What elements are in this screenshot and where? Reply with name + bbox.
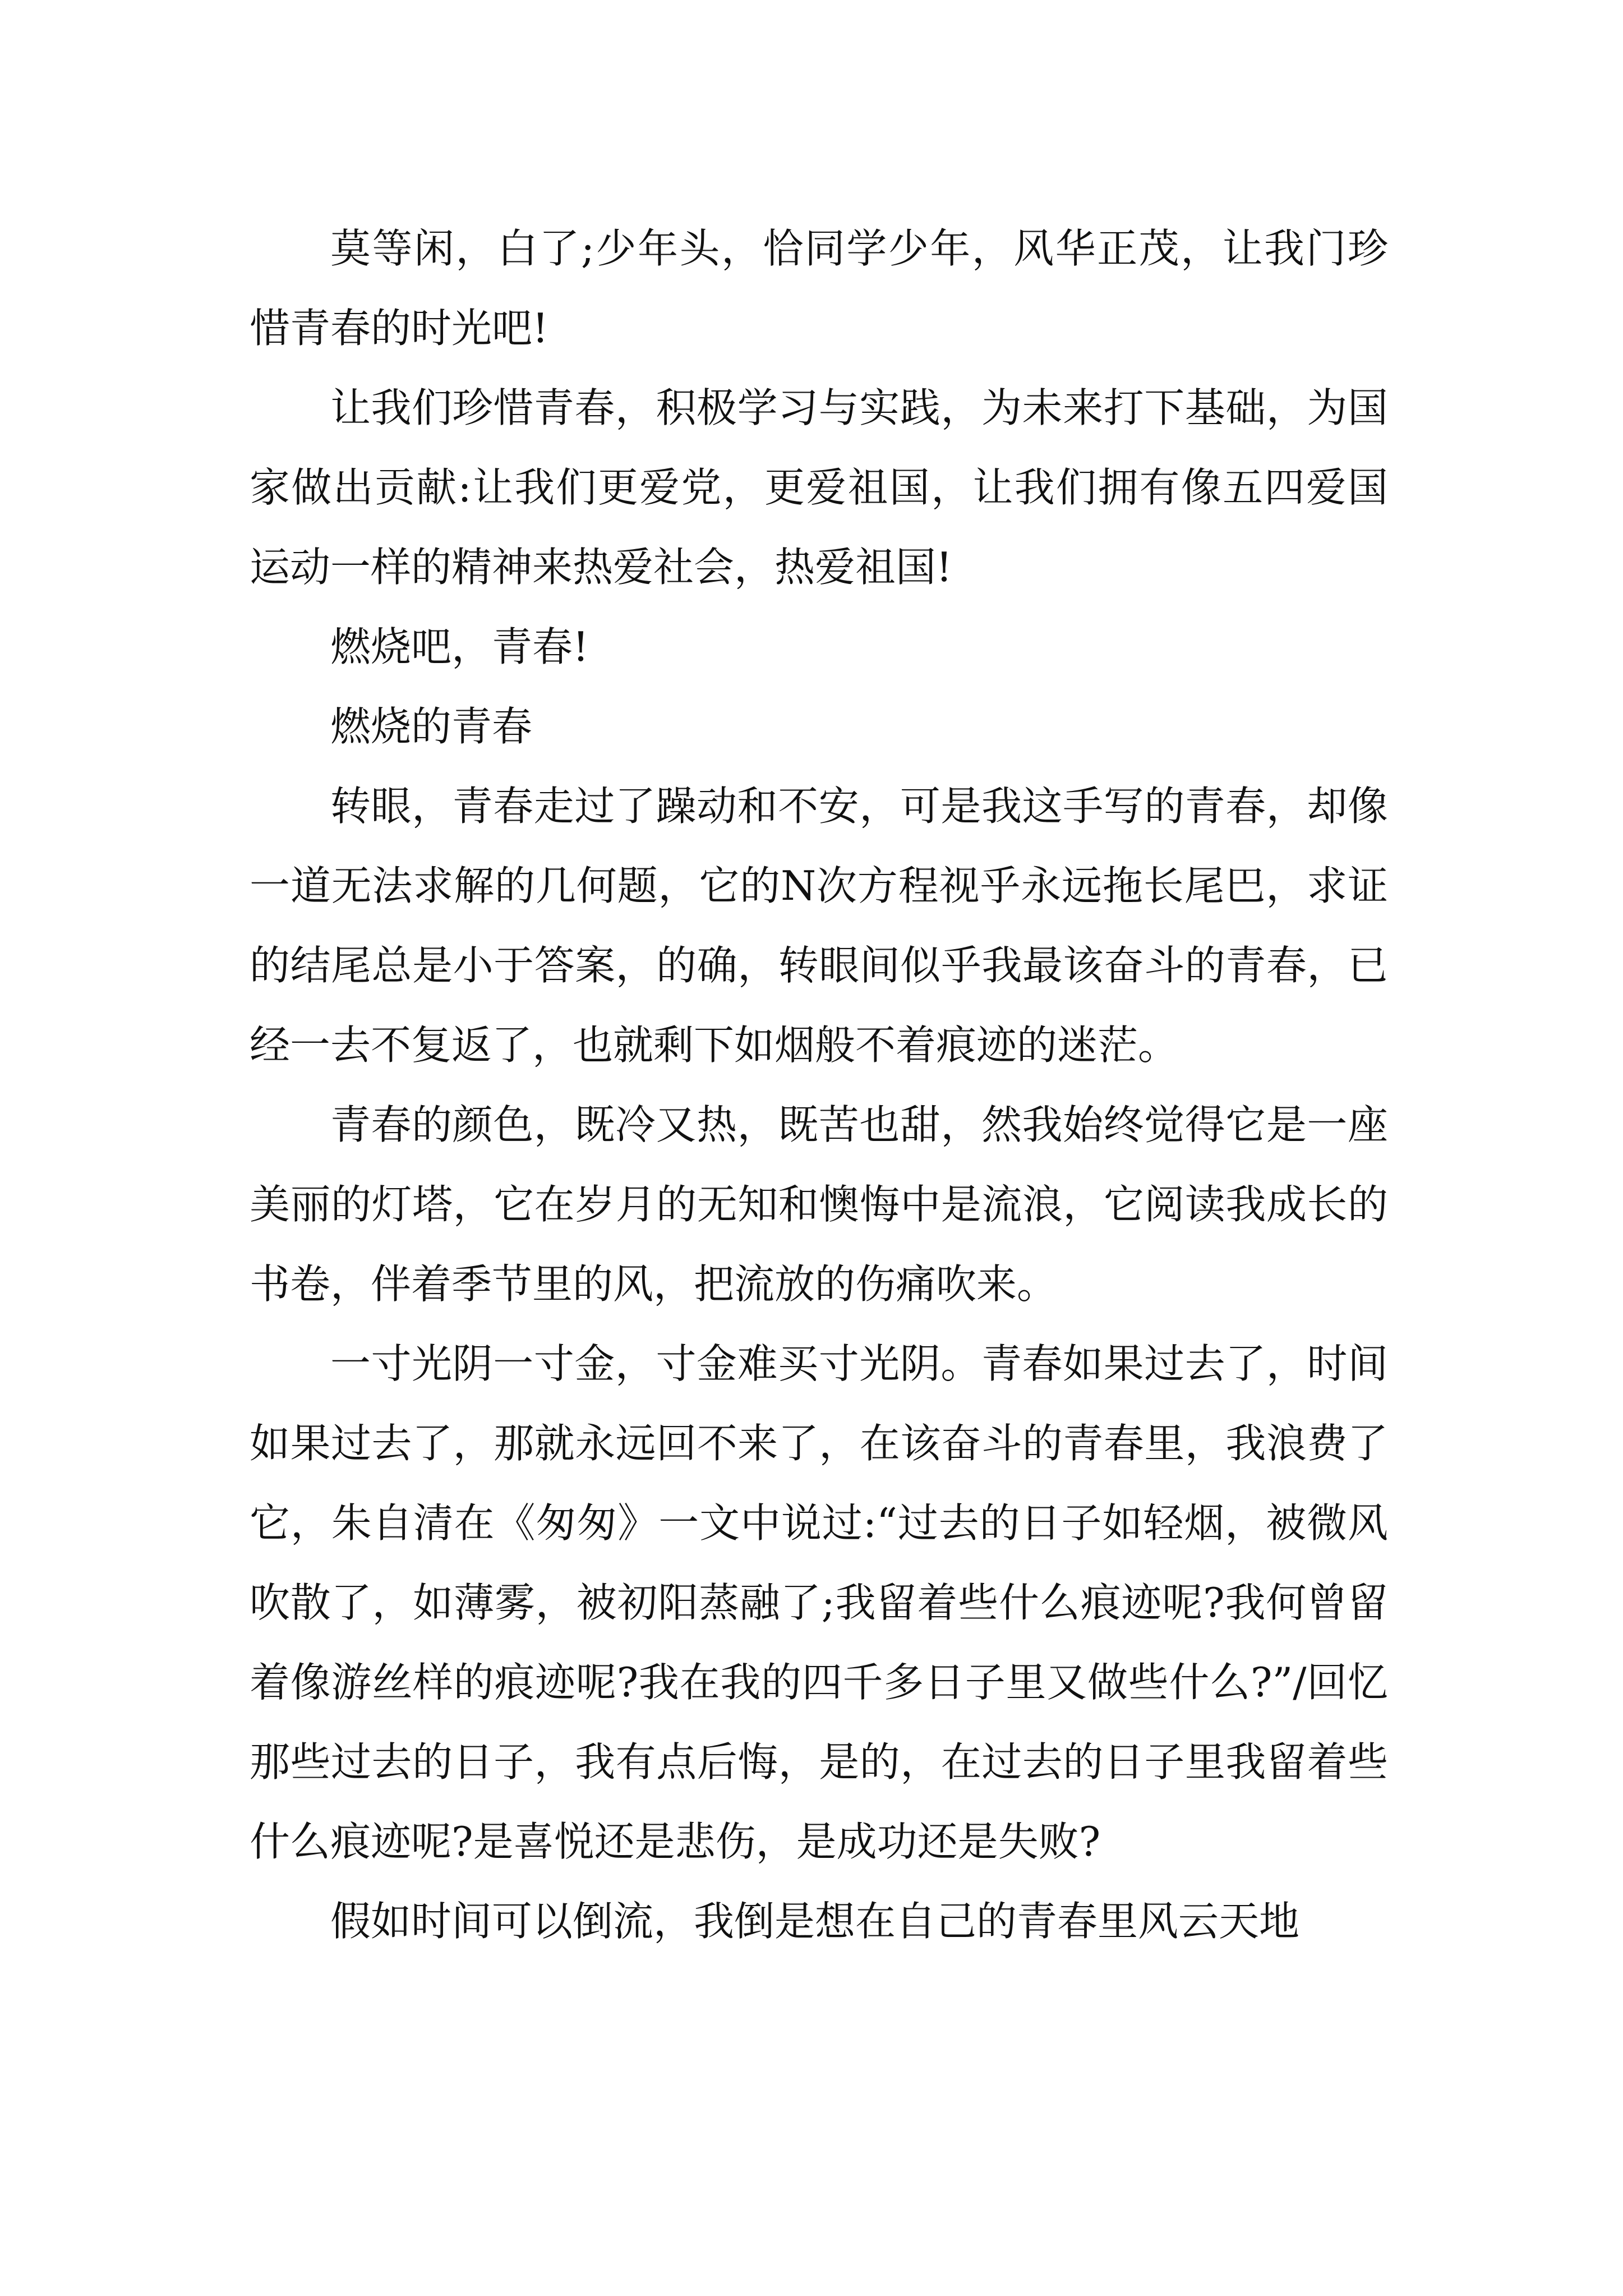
section-heading: 燃烧的青春 [330,703,533,750]
paragraph: 转眼，青春走过了躁动和不安，可是我这手写的青春，却像一道无法求解的几何题，它的N次方程视乎永远拖长尾巴，求证的结尾总是小于答案，的确，转眼间似乎我最该奋斗的青春，已经一去不复返了，也就剩下如烟般不着痕迹的迷茫。 [250,783,1388,1069]
paragraph: 燃烧吧，青春! [330,623,589,670]
document-body [250,209,1388,1961]
paragraph: 莫等闲，白了;少年头，恰同学少年，风华正茂，让我门珍惜青春的时光吧! [250,225,1388,352]
paragraph: 假如时间可以倒流，我倒是想在自己的青春里风云天地 [330,1898,1300,1945]
paragraph: 一寸光阴一寸金，寸金难买寸光阴。青春如果过去了，时间如果过去了，那就永远回不来了，在该奋斗的青春里，我浪费了它，朱自清在《匆匆》一文中说过:“过去的日子如轻烟，被微风吹散了，如薄雾，被初阳蒸融了;我留着些什么痕迹呢?我何曾留着像游丝样的痕迹呢?我在我的四千多日子里又做些什么?”/回忆那些过去的日子，我有点后悔，是的，在过去的日子里我留着些什么痕迹呢?是喜悦还是悲伤，是成功还是失败? [250,1340,1388,1865]
paragraph: 让我们珍惜青春，积极学习与实践，为未来打下基础，为国家做出贡献:让我们更爱党，更爱祖国，让我们拥有像五四爱国运动一样的精神来热爱社会，热爱祖国! [250,384,1388,591]
paragraph: 青春的颜色，既冷又热，既苦也甜，然我始终觉得它是一座美丽的灯塔，它在岁月的无知和懊悔中是流浪，它阅读我成长的书卷，伴着季节里的风，把流放的伤痛吹来。 [250,1101,1388,1308]
